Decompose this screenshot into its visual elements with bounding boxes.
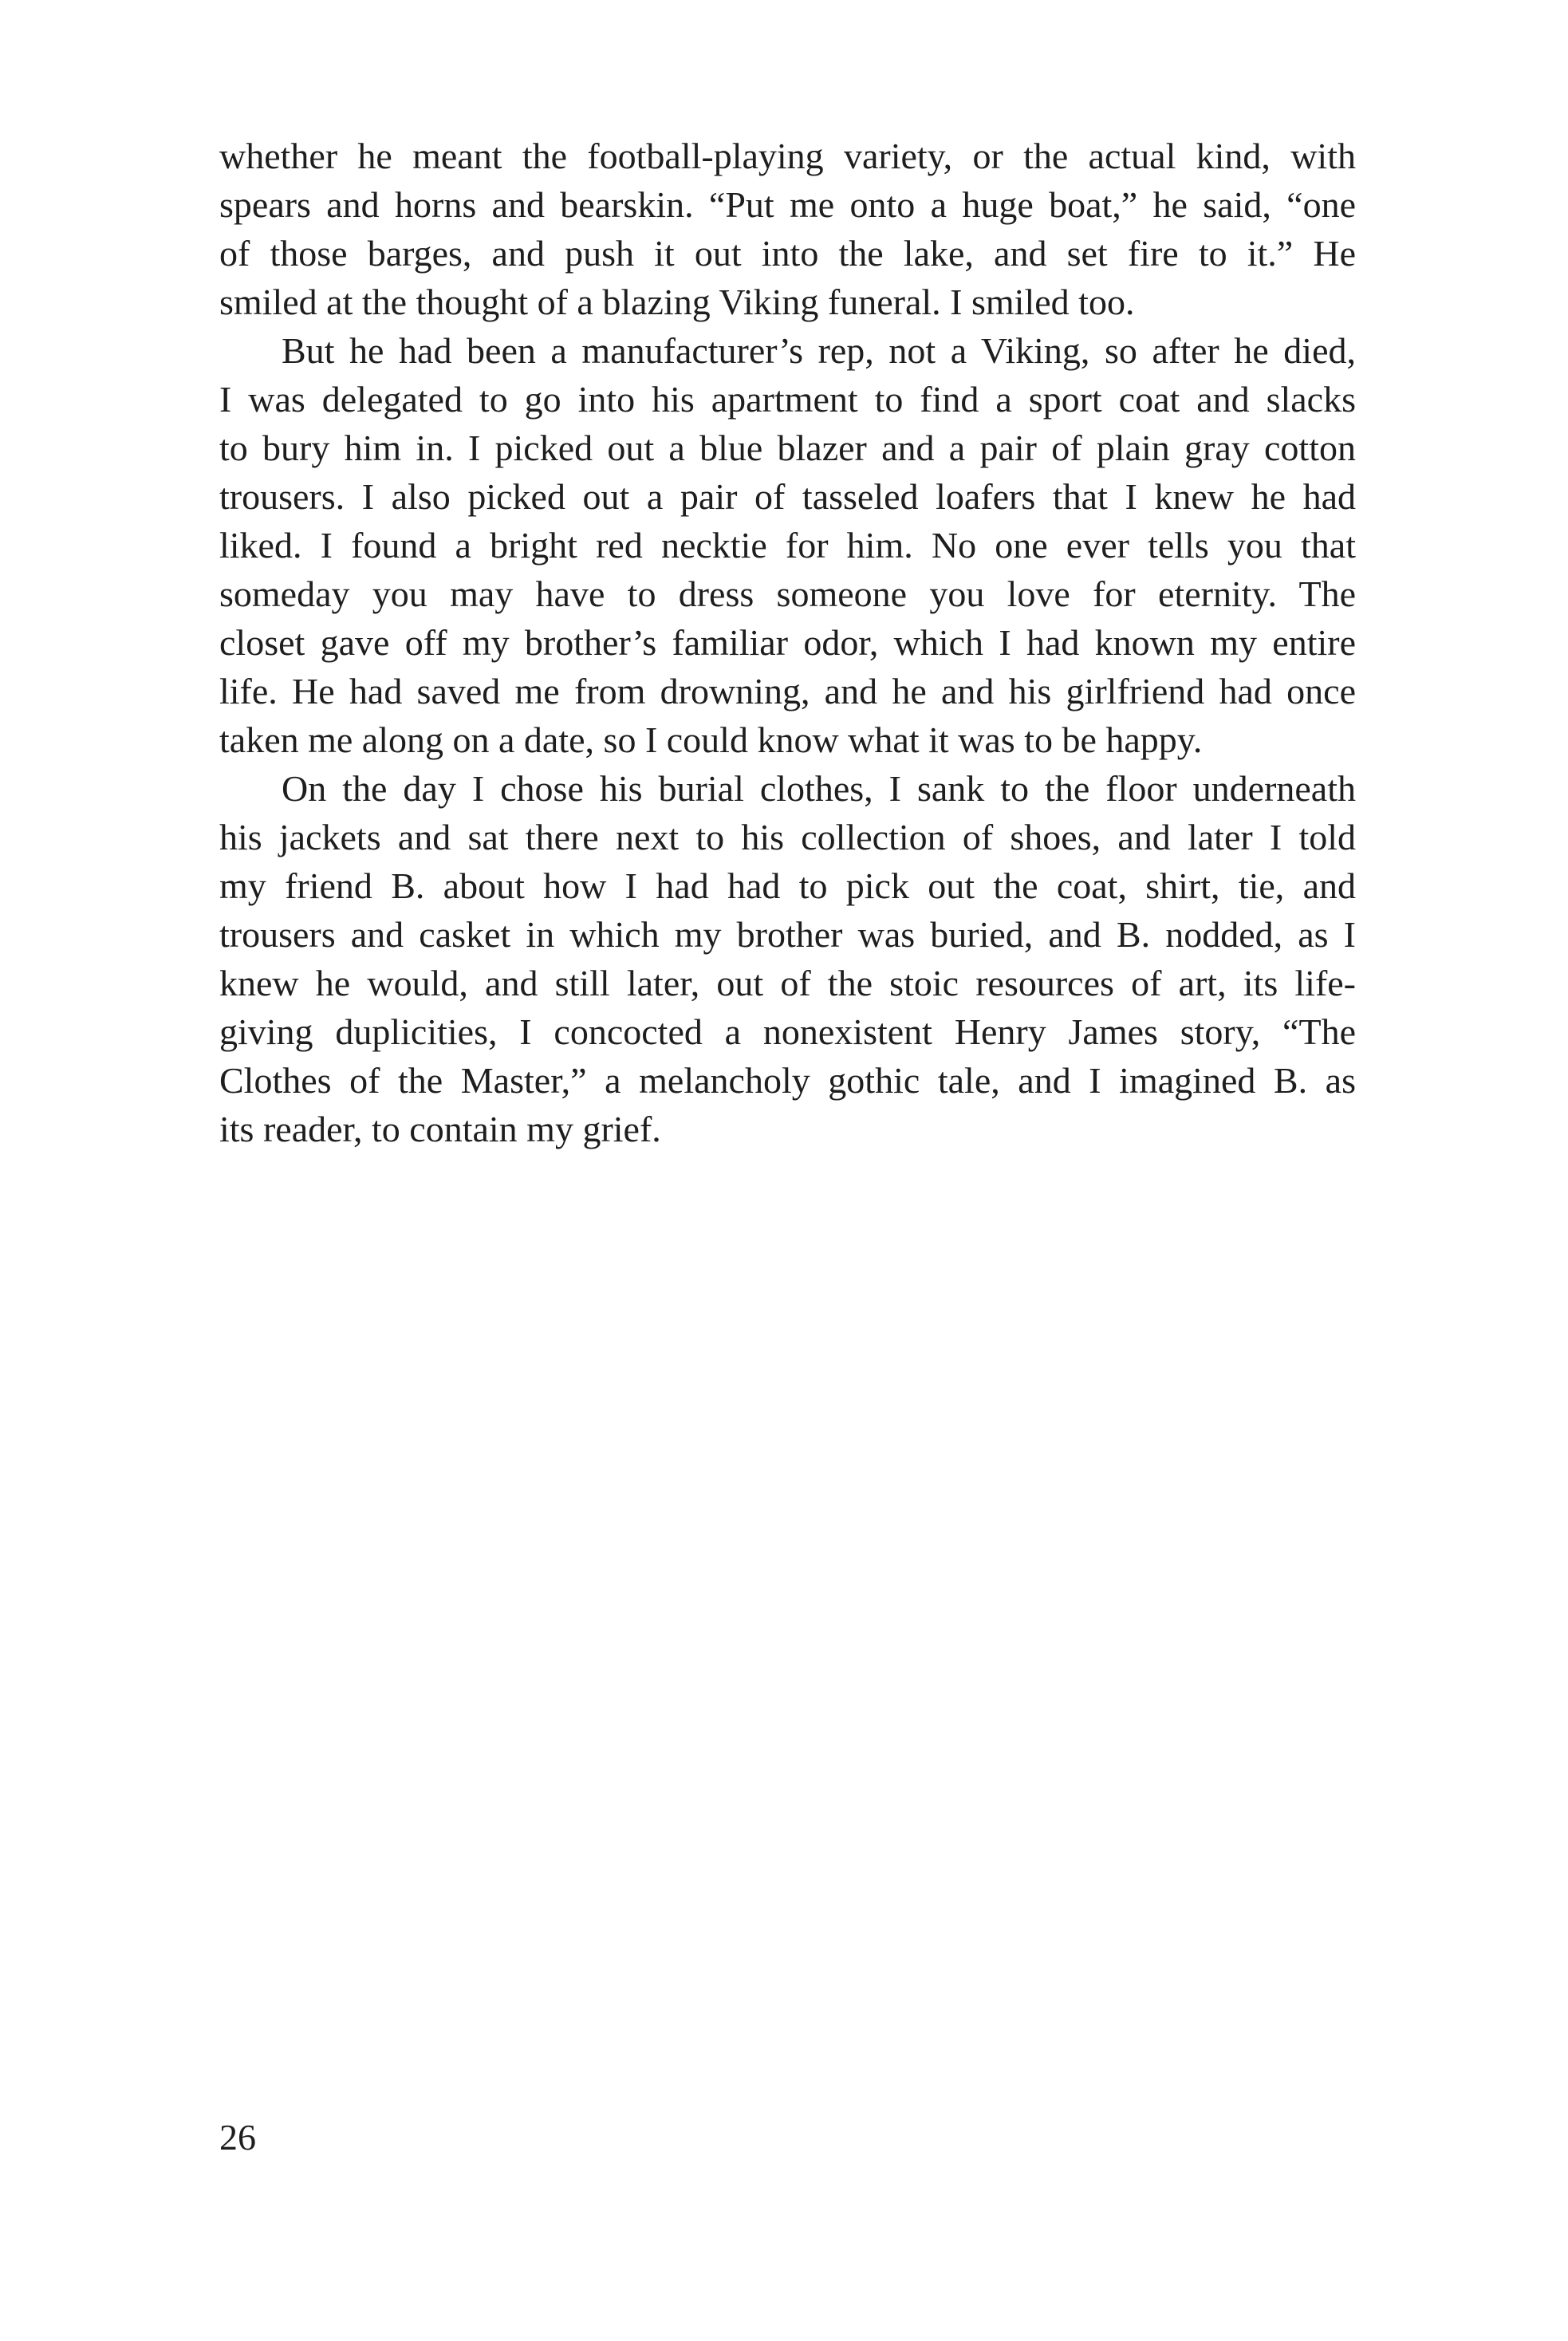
text-line: spears and horns and bearskin. “Put me onto a huge boat,” he said, “one: [219, 184, 1356, 225]
paragraph: [219, 326, 1356, 764]
text-line: trousers. I also picked out a pair of tasseled loafers that I knew he had: [219, 476, 1356, 517]
page-number: 26: [219, 2117, 256, 2158]
text-line: to bury him in. I picked out a blue blazer and a pair of plain gray cotton: [219, 428, 1356, 468]
text-line: my friend B. about how I had had to pick out the coat, shirt, tie, and: [219, 865, 1356, 906]
text-line: I was delegated to go into his apartment to find a sport coat and slacks: [219, 379, 1356, 420]
body-text: [219, 132, 1356, 1153]
text-line: giving duplicities, I concocted a nonexistent Henry James story, “The: [219, 1011, 1356, 1052]
text-line: Clothes of the Master,” a melancholy gothic tale, and I imagined B. as: [219, 1060, 1356, 1101]
paragraph: [219, 764, 1356, 1153]
text-line: But he had been a manufacturer’s rep, not a Viking, so after he died,: [282, 330, 1356, 371]
text-line: liked. I found a bright red necktie for him. No one ever tells you that: [219, 525, 1356, 566]
text-line: life. He had saved me from drowning, and he and his girlfriend had once: [219, 671, 1356, 711]
text-line: knew he would, and still later, out of the stoic resources of art, its life-: [219, 963, 1356, 1003]
text-line: its reader, to contain my grief.: [219, 1109, 661, 1149]
text-line: smiled at the thought of a blazing Viking funeral. I smiled too.: [219, 282, 1135, 322]
text-line: his jackets and sat there next to his collection of shoes, and later I told: [219, 817, 1356, 857]
text-line: taken me along on a date, so I could know what it was to be happy.: [219, 719, 1203, 760]
text-line: closet gave off my brother’s familiar odor, which I had known my entire: [219, 622, 1356, 663]
text-line: On the day I chose his burial clothes, I sank to the floor underneath: [282, 768, 1356, 809]
text-line: whether he meant the football-playing variety, or the actual kind, with: [219, 136, 1356, 176]
text-line: trousers and casket in which my brother was buried, and B. nodded, as I: [219, 914, 1356, 955]
text-line: of those barges, and push it out into the lake, and set fire to it.” He: [219, 233, 1356, 274]
text-line: someday you may have to dress someone you love for eternity. The: [219, 573, 1356, 614]
paragraph: [219, 132, 1356, 326]
